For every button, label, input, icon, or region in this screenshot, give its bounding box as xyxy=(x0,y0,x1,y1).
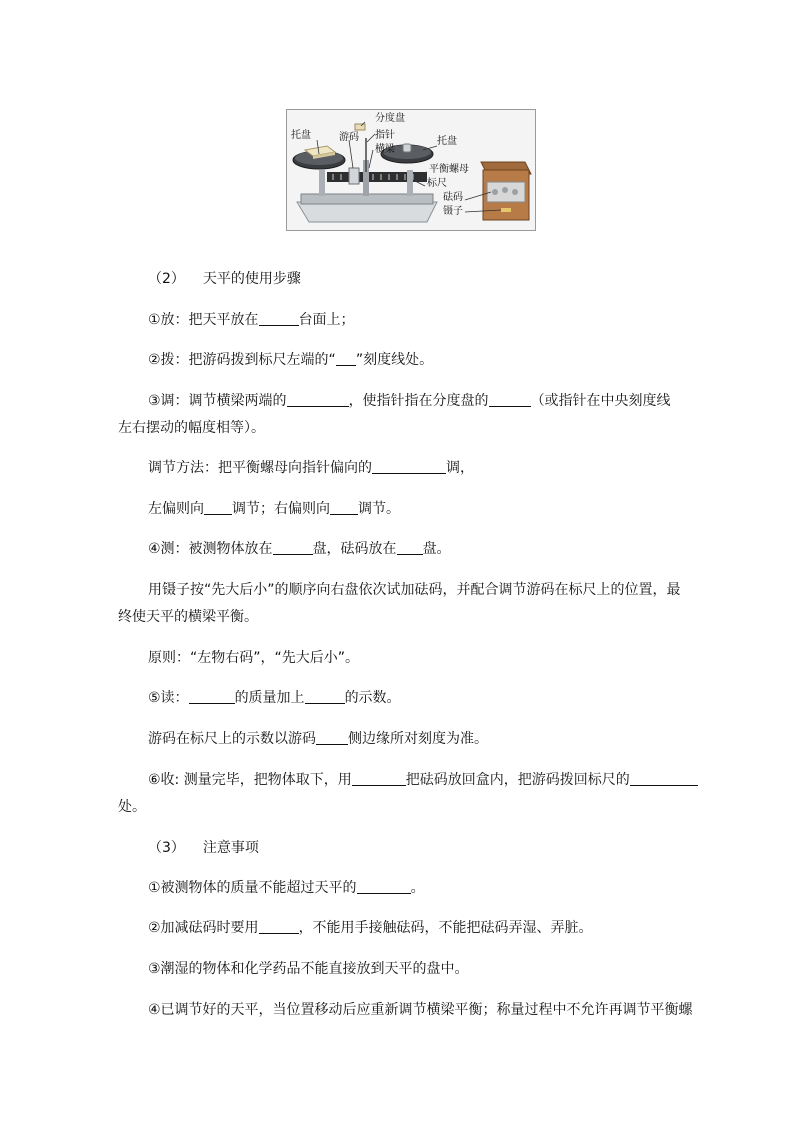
note-2-text-b: ，不能用手接触砝码，不能把砝码弄湿、弄脏。 xyxy=(298,920,593,936)
step-5-note-text-b: 侧边缘所对刻度为准。 xyxy=(348,731,488,747)
step-2-text-b: ”刻度线处。 xyxy=(355,352,434,368)
step-3 xyxy=(148,391,671,411)
blank xyxy=(357,879,411,894)
label-fendupan: 分度盘 xyxy=(375,113,405,124)
blank xyxy=(397,540,423,555)
blank xyxy=(336,351,356,366)
step-4-note xyxy=(148,580,681,600)
blank xyxy=(189,689,235,704)
step-4-principle xyxy=(148,648,359,668)
step-3-method-text-b: 调， xyxy=(446,460,474,476)
note-1 xyxy=(148,878,425,898)
note-2-text-a: ②加减砝码时要用 xyxy=(148,920,259,936)
step-3-direction-text-c: 调节。 xyxy=(358,501,400,517)
note-3 xyxy=(148,959,469,979)
step-4-note-cont xyxy=(118,607,258,627)
step-5-text-a: ⑤读： xyxy=(148,690,189,706)
step-6-text-c: 处。 xyxy=(118,799,146,815)
note-1-text-b: 。 xyxy=(410,880,425,896)
balance-illustration xyxy=(287,110,535,230)
label-niezi: 镊子 xyxy=(443,206,463,217)
blank xyxy=(489,392,531,407)
label-youma: 游码 xyxy=(339,132,359,143)
note-1-text-a: ①被测物体的质量不能超过天平的 xyxy=(148,880,357,896)
label-zhizhen: 指针 xyxy=(375,130,395,141)
step-1-text-b: 台面上； xyxy=(298,312,355,328)
step-6-cont xyxy=(118,797,146,817)
blank xyxy=(273,540,313,555)
step-2 xyxy=(148,350,433,370)
step-5-note xyxy=(148,729,488,749)
section-2-heading xyxy=(148,269,301,289)
step-4-text-a: ④测：被测物体放在 xyxy=(148,541,273,557)
step-4-principle-text: 原则：“左物右码”，“先大后小”。 xyxy=(148,650,360,666)
label-fama: 砝码 xyxy=(443,192,463,203)
label-pingheng-luomu: 平衡螺母 xyxy=(429,164,469,175)
blank xyxy=(316,730,348,745)
step-4-note-text-a: 用镊子按“先大后小”的顺序向右盘依次试加砝码，并配合调节游码在标尺上的位置，最 xyxy=(148,582,681,598)
blank xyxy=(259,311,299,326)
note-4-text: ④已调节好的天平，当位置移动后应重新调节横梁平衡；称量过程中不允许再调节平衡螺 xyxy=(148,1002,693,1018)
step-4-note-text-b: 终使天平的横梁平衡。 xyxy=(118,609,258,625)
step-5 xyxy=(148,688,401,708)
step-5-text-c: 的示数。 xyxy=(344,690,401,706)
step-4-text-c: 盘。 xyxy=(422,541,451,557)
blank xyxy=(204,500,232,515)
section-2-title: 天平的使用步骤 xyxy=(202,271,301,287)
note-4 xyxy=(148,1000,693,1020)
blank xyxy=(630,771,698,786)
step-1-text-a: ①放：把天平放在 xyxy=(148,312,259,328)
step-6-text-b: 把砝码放回盒内，把游码拨回标尺的 xyxy=(405,772,630,788)
step-4-text-b: 盘，砝码放在 xyxy=(312,541,397,557)
section-3-number: （3） xyxy=(148,840,185,856)
step-4 xyxy=(148,539,451,559)
label-tray-right: 托盘 xyxy=(437,136,457,147)
step-3-direction xyxy=(148,499,400,519)
step-1 xyxy=(148,310,355,330)
section-3-heading xyxy=(148,838,259,858)
section-2-number: （2） xyxy=(148,271,185,287)
step-3-text-c: （或指针在中央刻度线 xyxy=(530,393,671,409)
step-3-direction-text-b: 调节；右偏则向 xyxy=(232,501,330,517)
blank xyxy=(352,771,406,786)
step-6 xyxy=(148,770,698,790)
blank xyxy=(372,459,446,474)
step-3-method-text-a: 调节方法：把平衡螺母向指针偏向的 xyxy=(148,460,372,476)
label-hengliang: 横梁 xyxy=(375,144,395,155)
step-3-text-d: 左右摆动的幅度相等）。 xyxy=(118,420,265,436)
blank xyxy=(305,689,345,704)
blank xyxy=(330,500,358,515)
note-2 xyxy=(148,918,593,938)
step-2-text-a: ②拨：把游码拨到标尺左端的“ xyxy=(148,352,336,368)
section-3-title: 注意事项 xyxy=(202,840,259,856)
step-3-text-a: ③调：调节横梁两端的 xyxy=(148,393,287,409)
step-6-text-a: ⑥收: 测量完毕，把物体取下，用 xyxy=(148,772,352,788)
blank xyxy=(259,919,299,934)
label-biaochi: 标尺 xyxy=(427,178,447,189)
note-3-text: ③潮湿的物体和化学药品不能直接放到天平的盘中。 xyxy=(148,961,469,977)
step-3-method xyxy=(148,458,474,478)
step-3-cont xyxy=(118,418,265,438)
step-3-text-b: ，使指针指在分度盘的 xyxy=(348,393,489,409)
blank xyxy=(287,392,349,407)
step-5-text-b: 的质量加上 xyxy=(234,690,305,706)
step-5-note-text-a: 游码在标尺上的示数以游码 xyxy=(148,731,316,747)
balance-figure xyxy=(286,109,536,231)
step-3-direction-text-a: 左偏则向 xyxy=(148,501,204,517)
label-tray-left: 托盘 xyxy=(291,130,311,141)
